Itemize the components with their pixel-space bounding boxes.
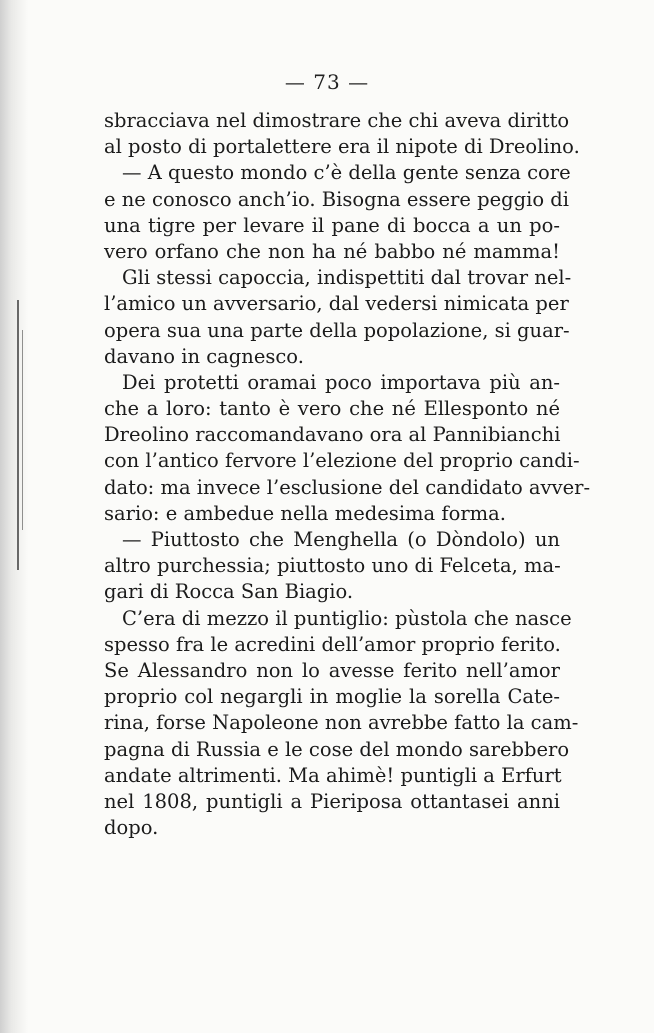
text-line: rina, forse Napoleone non avrebbe fatto la cam- bbox=[104, 711, 579, 735]
text-line: e ne conosco anch’io. Bisogna essere peggio di bbox=[104, 187, 569, 211]
binding-thread-secondary bbox=[22, 330, 23, 530]
text-line: — A questo mondo c’è della gente senza core bbox=[122, 161, 571, 185]
text-line: opera sua una parte della popolazione, si guar- bbox=[104, 318, 570, 342]
binding-shadow bbox=[0, 0, 28, 1033]
text-line: dato: ma invece l’esclusione del candidato avver- bbox=[104, 475, 591, 499]
text-line: con l’antico fervore l’elezione del proprio candi- bbox=[104, 449, 580, 473]
binding-thread bbox=[17, 300, 19, 570]
text-line: C’era di mezzo il puntiglio: pùstola che nasce bbox=[122, 606, 572, 630]
text-line: Dreolino raccomandavano ora al Pannibianchi bbox=[104, 423, 561, 447]
body-text bbox=[104, 108, 591, 841]
text-line: dopo. bbox=[104, 816, 159, 840]
text-line: che a loro: tanto è vero che né Ellesponto né bbox=[104, 397, 560, 421]
text-line: al posto di portalettere era il nipote di Dreolino. bbox=[104, 135, 580, 159]
text-line: nel 1808, puntigli a Pieriposa ottantasei anni bbox=[104, 789, 560, 813]
text-line: pagna di Russia e le cose del mondo sarebbero bbox=[104, 737, 570, 761]
text-line: proprio col negargli in moglie la sorella Cate- bbox=[104, 685, 560, 709]
text-line: l’amico un avversario, dal vedersi nimicata per bbox=[104, 292, 569, 316]
text-line: andate altrimenti. Ma ahimè! puntigli a Erfurt bbox=[104, 763, 562, 787]
text-line: — Piuttosto che Menghella (o Dòndolo) un bbox=[122, 528, 560, 551]
text-line: davano in cagnesco. bbox=[104, 344, 304, 368]
text-line: Gli stessi capoccia, indispettiti dal trovar nel- bbox=[122, 266, 572, 290]
text-line: sario: e ambedue nella medesima forma. bbox=[104, 501, 506, 525]
text-line: vero orfano che non ha né babbo né mamma! bbox=[104, 239, 560, 263]
text-line: Dei protetti oramai poco importava più an- bbox=[122, 370, 560, 394]
text-line: spesso fra le acredini dell’amor proprio ferito. bbox=[104, 632, 561, 656]
text-line: una tigre per levare il pane di bocca a un po- bbox=[104, 213, 560, 237]
page-number: — 73 — bbox=[284, 70, 370, 94]
text-line: gari di Rocca San Biagio. bbox=[104, 580, 354, 604]
text-line: Se Alessandro non lo avesse ferito nell’amor bbox=[104, 658, 560, 682]
text-line: altro purchessia; piuttosto uno di Felceta, ma- bbox=[104, 554, 561, 578]
text-line: sbracciava nel dimostrare che chi aveva diritto bbox=[104, 109, 570, 132]
